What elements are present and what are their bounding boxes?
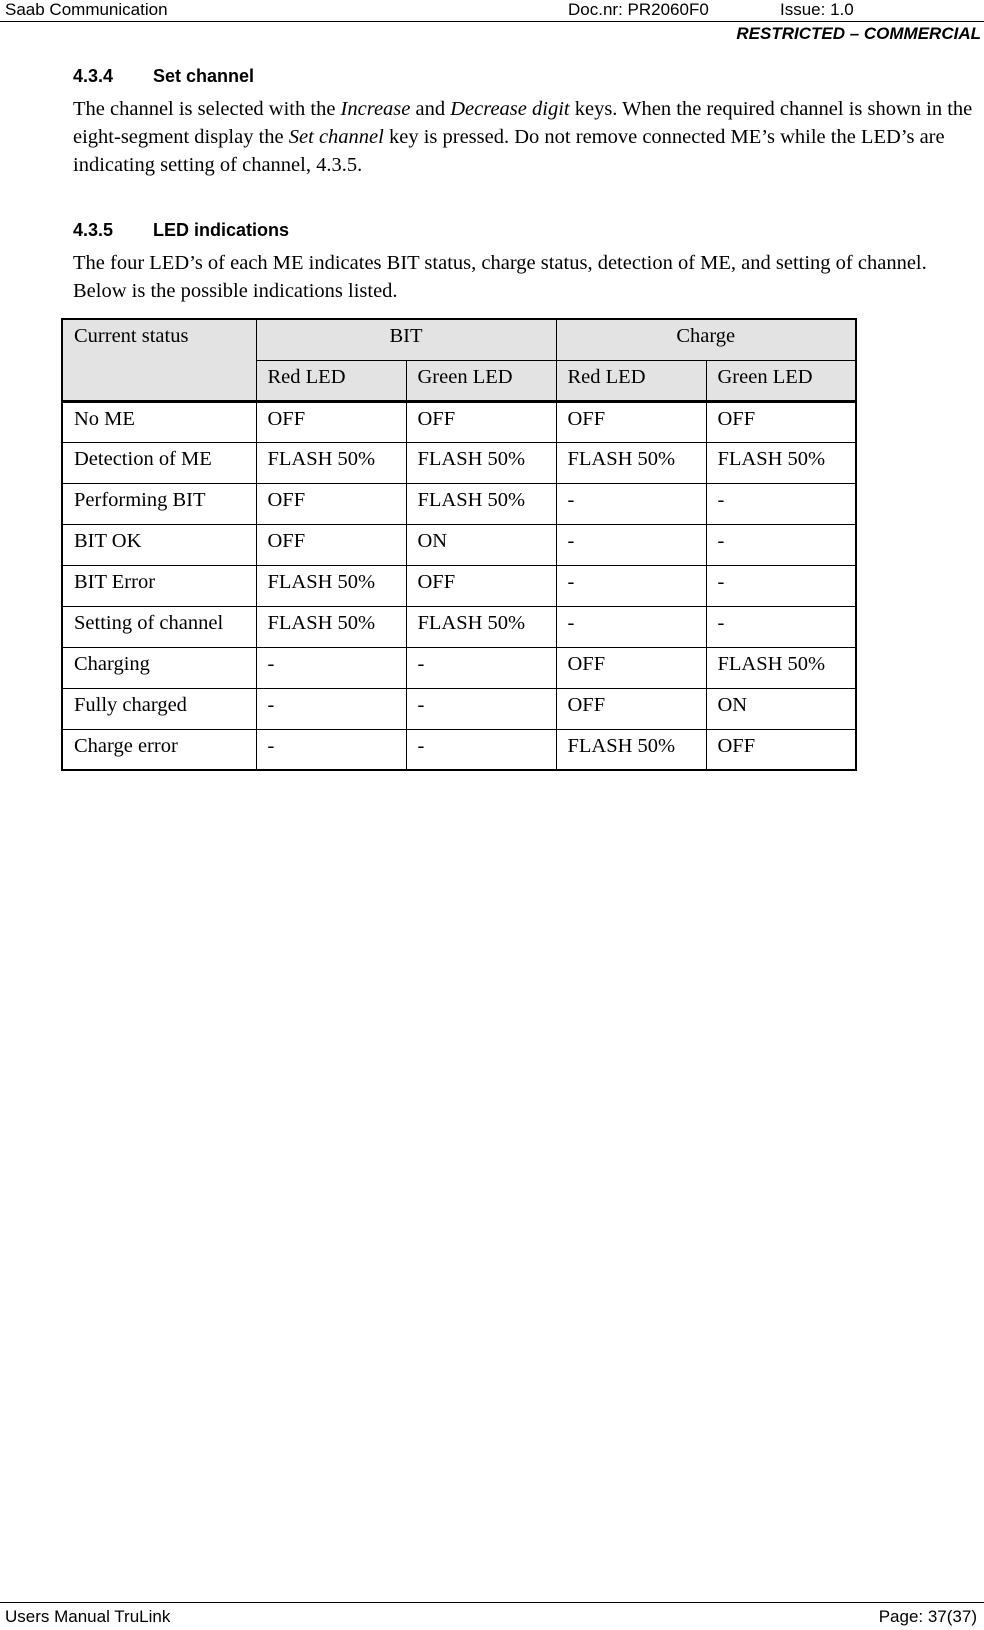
table-cell: FLASH 50% [706,442,856,483]
table-cell: - [256,647,406,688]
table-cell: - [256,688,406,729]
table-cell: Charge error [62,729,256,770]
table-cell: OFF [556,647,706,688]
table-cell: No ME [62,401,256,442]
table-cell: OFF [256,524,406,565]
led-indications-paragraph: The four LED’s of each ME indicates BIT status, charge status, detection of ME, and setting of channel. Below is the possible indications listed. [73,252,927,302]
column-header-bit-red-led: Red LED [256,360,406,401]
footer-manual-title: Users Manual TruLink [5,1607,171,1626]
table-cell: - [406,729,556,770]
table-row [62,524,856,565]
table-cell: Fully charged [62,688,256,729]
table-cell: FLASH 50% [556,729,706,770]
header-company: Saab Communication [5,0,168,19]
table-cell: ON [406,524,556,565]
table-cell: - [706,483,856,524]
section-number: 4.3.5 [73,220,114,240]
column-header-bit-green-led: Green LED [406,360,556,401]
table-cell: - [556,524,706,565]
table-cell: FLASH 50% [706,647,856,688]
table-cell: FLASH 50% [406,606,556,647]
table-row [62,729,856,770]
column-group-charge: Charge [556,319,856,360]
set-channel-paragraph: The channel is selected with the Increase and Decrease digit keys. When the required channel is shown in the eight-segment display the Set channel key is pressed. Do not remove connected ME’s while the LED’s are indicating setting of channel, 4.3.5. [73,98,973,176]
table-cell: - [556,565,706,606]
table-cell: ON [706,688,856,729]
table-cell: - [556,483,706,524]
table-cell: Setting of channel [62,606,256,647]
table-row [62,565,856,606]
section-title: Set channel [153,66,255,86]
decrease-digit-key-label: Decrease digit [450,98,570,120]
table-cell: OFF [406,401,556,442]
section-number: 4.3.4 [73,66,114,86]
header-doc-number: Doc.nr: PR2060F0 [568,0,709,19]
table-cell: - [256,729,406,770]
table-cell: - [706,565,856,606]
table-cell: FLASH 50% [406,442,556,483]
header-classification: RESTRICTED – COMMERCIAL [736,24,981,43]
column-header-charge-red-led: Red LED [556,360,706,401]
table-cell: BIT Error [62,565,256,606]
table-cell: FLASH 50% [406,483,556,524]
footer-divider [0,1602,984,1603]
table-row [62,442,856,483]
table-cell: OFF [706,729,856,770]
set-channel-key-label: Set channel [288,126,384,148]
section-title: LED indications [153,220,290,240]
header-issue: Issue: 1.0 [780,0,854,19]
table-cell: OFF [706,401,856,442]
column-header-current-status: Current status [62,319,256,401]
led-indications-table [61,318,857,771]
table-row [62,606,856,647]
table-cell: OFF [556,401,706,442]
table-cell: OFF [406,565,556,606]
table-cell: - [556,606,706,647]
table-cell: - [406,688,556,729]
table-cell: - [706,524,856,565]
increase-key-label: Increase [340,98,411,120]
table-cell: OFF [556,688,706,729]
table-row [62,688,856,729]
column-group-bit: BIT [256,319,556,360]
table-cell: FLASH 50% [556,442,706,483]
header-divider [0,21,984,22]
table-row [62,483,856,524]
table-cell: FLASH 50% [256,565,406,606]
table-cell: Charging [62,647,256,688]
section-heading-led-indications [73,220,289,241]
table-cell: OFF [256,401,406,442]
table-cell: OFF [256,483,406,524]
table-cell: FLASH 50% [256,442,406,483]
table-cell: FLASH 50% [256,606,406,647]
table-cell: - [406,647,556,688]
table-cell: Detection of ME [62,442,256,483]
table-cell: Performing BIT [62,483,256,524]
column-header-charge-green-led: Green LED [706,360,856,401]
table-cell: - [706,606,856,647]
footer-page-number: Page: 37(37) [878,1607,977,1626]
section-heading-set-channel [73,66,254,87]
table-row [62,647,856,688]
table-row [62,401,856,442]
table-cell: BIT OK [62,524,256,565]
